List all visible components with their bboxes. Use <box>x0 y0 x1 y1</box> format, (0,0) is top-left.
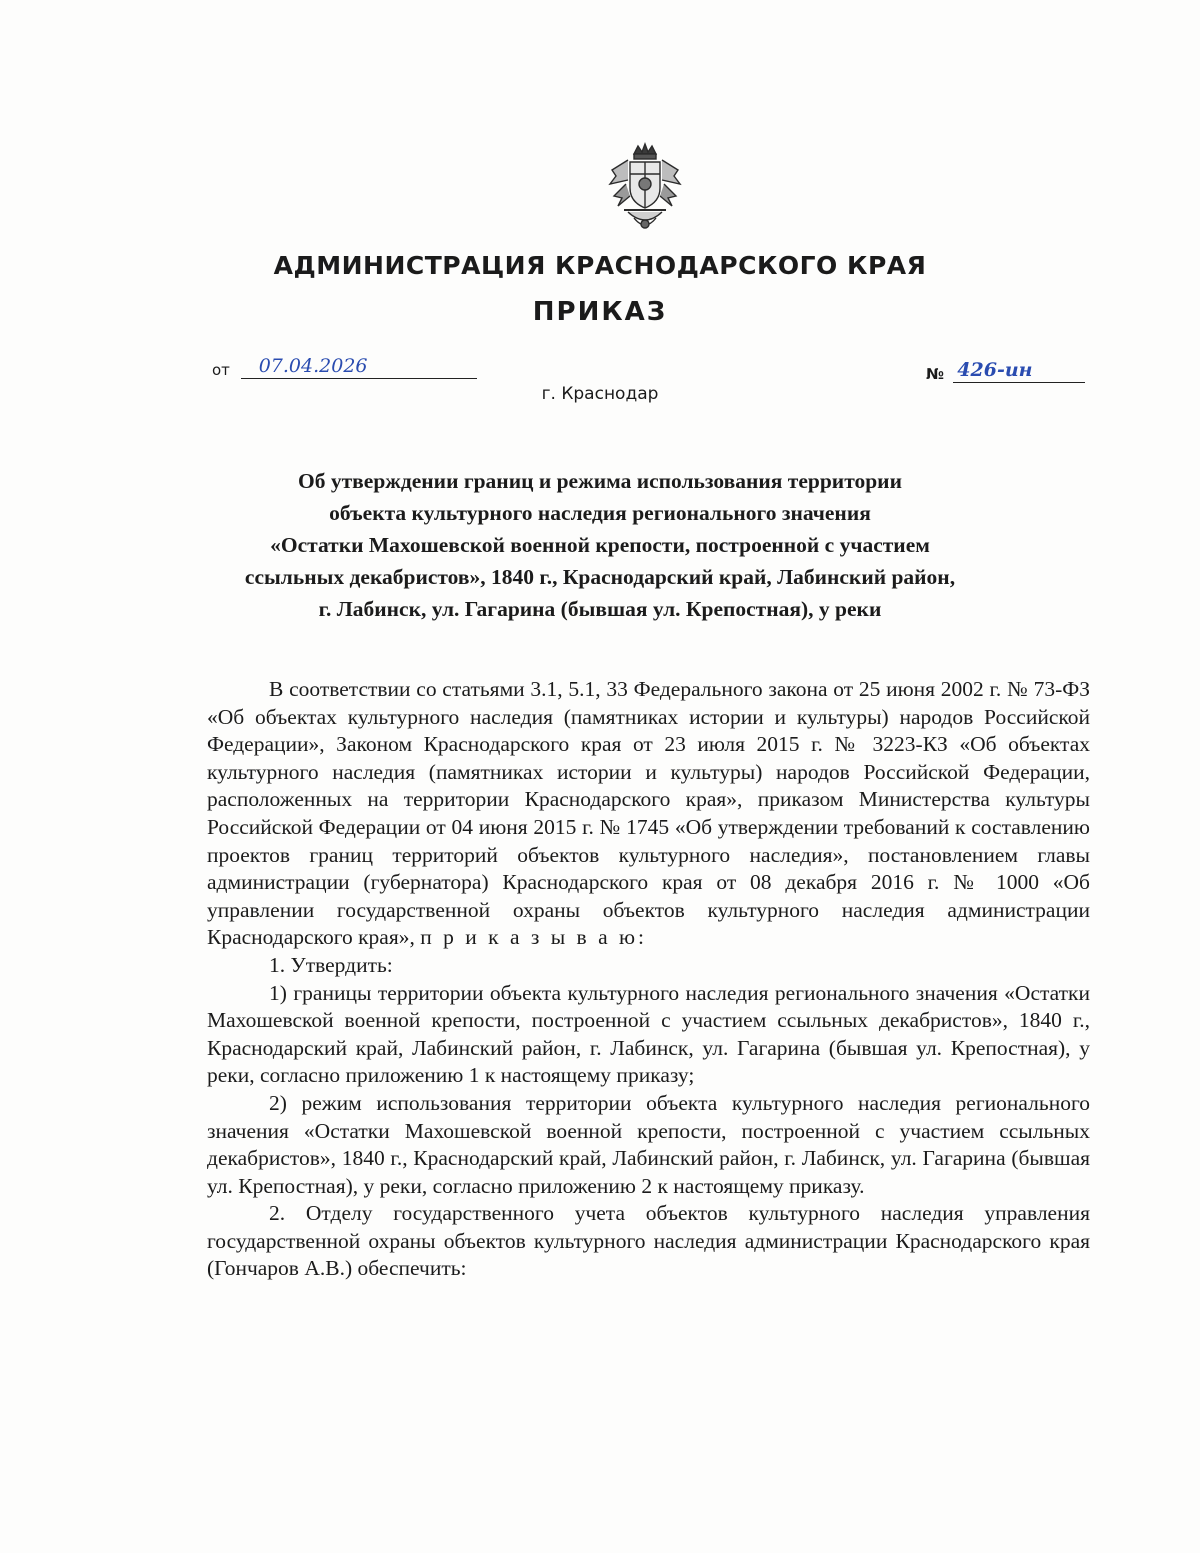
item-2-paragraph: 2. Отделу государственного учета объектов культурного наследия управления государственной охраны объектов культурного наследия администрации Краснодарского края (Гончаров А.В.) обеспечить: <box>207 1201 1090 1281</box>
number-label: № <box>926 365 945 383</box>
order-number-field <box>926 360 1085 383</box>
order-body <box>207 676 1090 1283</box>
date-underline <box>241 356 477 379</box>
order-title <box>180 465 1020 625</box>
date-label: от <box>212 361 230 379</box>
item-1-paragraph: 1. Утвердить: <box>269 952 393 977</box>
document-type: ПРИКАЗ <box>532 297 668 327</box>
item-1-2-paragraph: 2) режим использования территории объекта культурного наследия регионального значения «Остатки Махошевской военной крепости, построенной с участием ссыльных декабристов», 1840 г., Краснодарский край, Лабинский район, г. Лабинск, ул. Гагарина (бывшая ул. Крепостная), у реки, согласно приложению 2 к настоящему приказу. <box>207 1090 1090 1198</box>
organization-name: АДМИНИСТРАЦИЯ КРАСНОДАРСКОГО КРАЯ <box>273 251 927 280</box>
order-date-field <box>212 356 477 379</box>
number-underline <box>953 360 1085 383</box>
title-line: Об утверждении границ и режима использования территории <box>298 469 902 493</box>
handwritten-number: 426-ин <box>957 359 1033 381</box>
title-line: г. Лабинск, ул. Гагарина (бывшая ул. Крепостная), у реки <box>318 597 882 621</box>
title-line: объекта культурного наследия регионального значения <box>329 501 871 525</box>
preamble-paragraph <box>207 676 1090 952</box>
krasnodar-coat-of-arms-icon <box>604 140 686 236</box>
title-line: «Остатки Махошевской военной крепости, построенной с участием <box>270 533 930 557</box>
order-word: п р и к а з ы в а ю: <box>420 925 648 950</box>
city-name: г. Краснодар <box>541 384 659 404</box>
preamble-text: В соответствии со статьями 3.1, 5.1, 33 Федерального закона от 25 июня 2002 г. № 73-ФЗ «Об объектах культурного наследия (памятниках истории и культуры) народов Российской Федерации», Законом Краснодарского края от 23 июля 2015 г. № 3223-КЗ «Об объектах культурного наследия (памятниках истории и культуры) народов Российской Федерации, расположенных на территории Краснодарского края», приказом Министерства культуры Российской Федерации от 04 июня 2015 г. № 1745 «Об утверждении требований к составлению проектов границ территорий объектов культурного наследия», постановлением главы администрации (губернатора) Краснодарского края от 08 декабря 2016 г. № 1000 «Об управлении государственной охраны объектов культурного наследия администрации Краснодарского края», <box>207 677 1090 950</box>
handwritten-date: 07.04.2026 <box>258 355 368 377</box>
title-line: ссыльных декабристов», 1840 г., Краснодарский край, Лабинский район, <box>244 565 956 589</box>
item-1-1-paragraph: 1) границы территории объекта культурного наследия регионального значения «Остатки Махошевской военной крепости, построенной с участием ссыльных декабристов», 1840 г., Краснодарский край, Лабинский район, г. Лабинск, ул. Гагарина (бывшая ул. Крепостная), у реки, согласно приложению 1 к настоящему приказу; <box>207 980 1090 1088</box>
